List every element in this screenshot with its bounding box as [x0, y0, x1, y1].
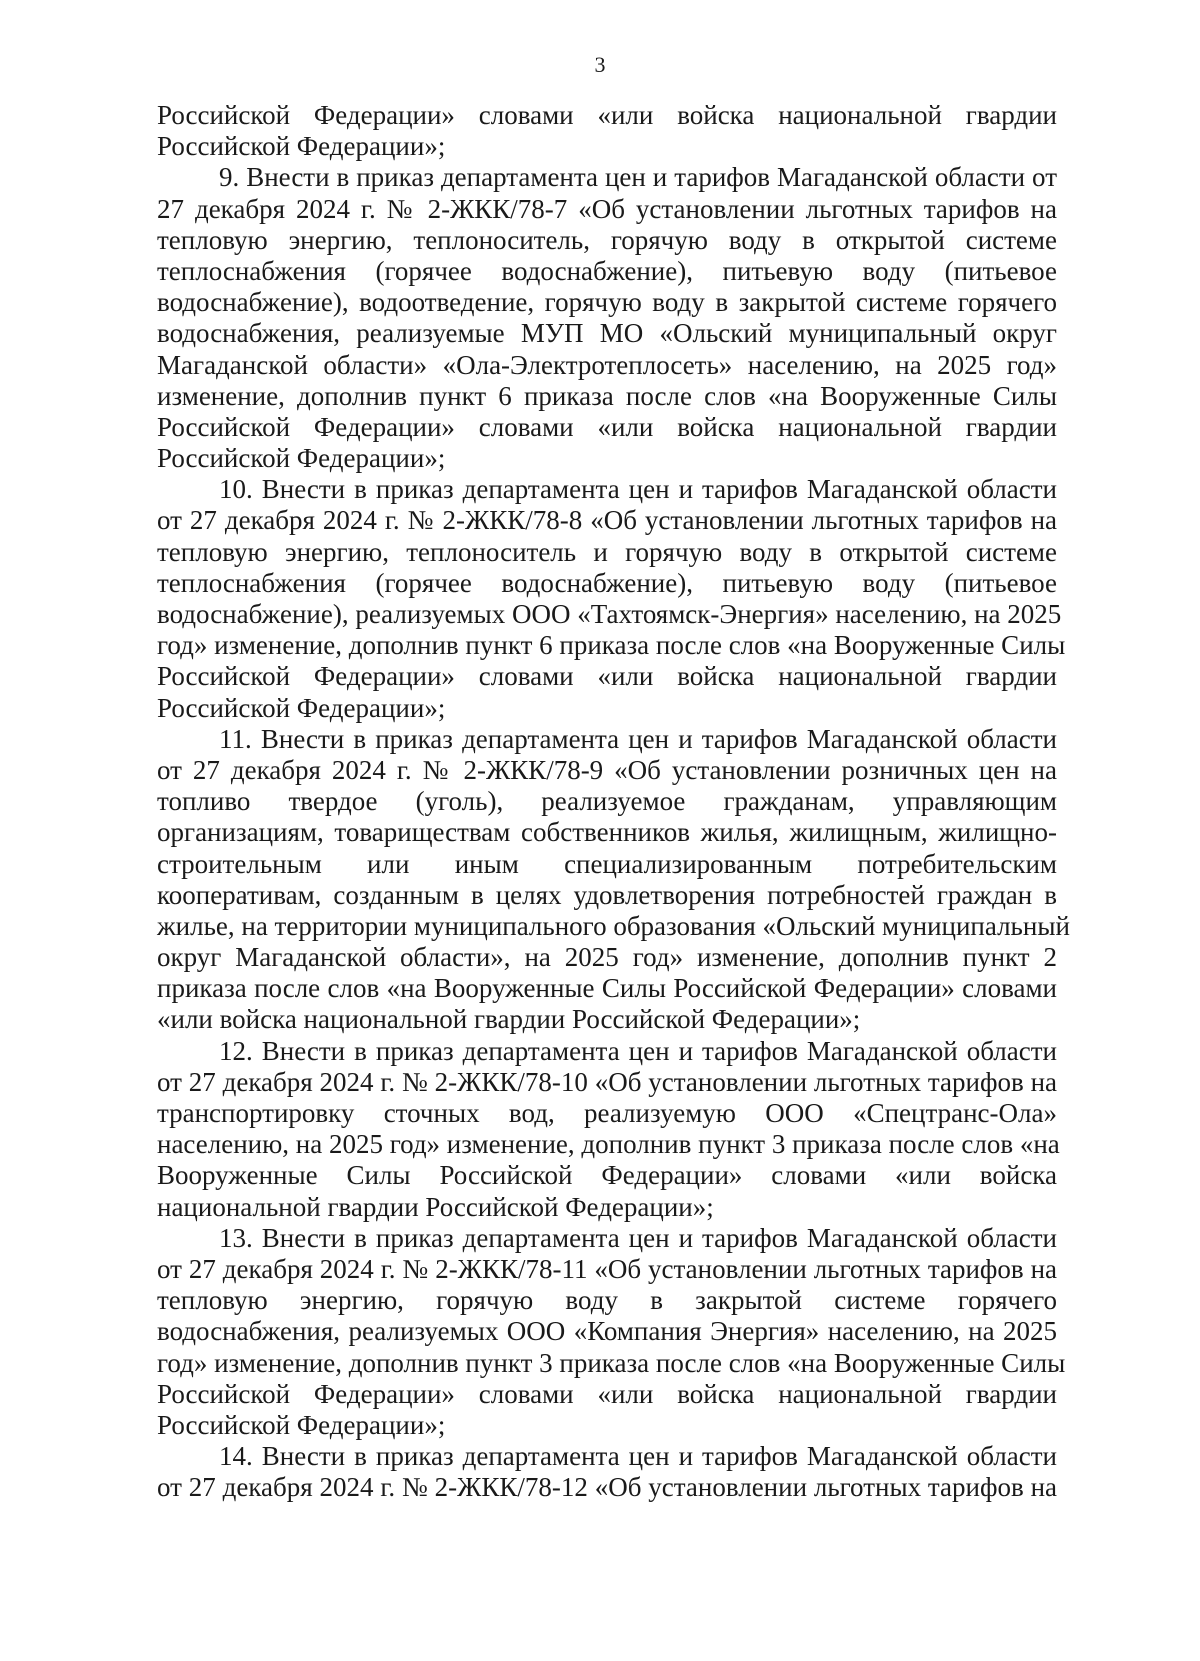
text-line: от 27 декабря 2024 г. № 2-ЖКК/78-8 «Об установлении льготных тарифов на [157, 505, 1057, 536]
text-line: кооперативам, созданным в целях удовлетворения потребностей граждан в [157, 879, 1057, 910]
text-line: Российской Федерации» словами «или войска национальной гвардии [157, 1378, 1057, 1409]
text-line: «или войска национальной гвардии Российской Федерации»; [157, 1004, 861, 1035]
text-line: строительным или иным специализированным потребительским [157, 848, 1057, 879]
text-line: 13. Внести в приказ департамента цен и тарифов Магаданской области [219, 1222, 1057, 1253]
text-line: от 27 декабря 2024 г. № 2-ЖКК/78-10 «Об установлении льготных тарифов на [157, 1066, 1057, 1097]
page-number: 3 [594, 52, 606, 77]
text-line: топливо твердое (уголь), реализуемое гражданам, управляющим [157, 786, 1057, 817]
text-line: Российской Федерации» словами «или войска национальной гвардии [157, 100, 1057, 130]
text-line: Российской Федерации»; [157, 692, 446, 723]
text-line: от 27 декабря 2024 г. № 2-ЖКК/78-12 «Об установлении льготных тарифов на [157, 1472, 1057, 1503]
text-line: 14. Внести в приказ департамента цен и тарифов Магаданской области [219, 1441, 1057, 1472]
text-line: Российской Федерации» словами «или войска национальной гвардии [157, 661, 1057, 692]
text-line: жилье, на территории муниципального образования «Ольский муниципальный [157, 910, 1070, 941]
text-line: 27 декабря 2024 г. № 2-ЖКК/78-7 «Об установлении льготных тарифов на [157, 193, 1057, 224]
text-line: транспортировку сточных вод, реализуемую ООО «Спецтранс-Ола» [157, 1098, 1057, 1128]
text-line: год» изменение, дополнив пункт 3 приказа после слов «на Вооруженные Силы [157, 1347, 1066, 1378]
text-line: приказа после слов «на Вооруженные Силы Российской Федерации» словами [157, 973, 1057, 1004]
text-line: Российской Федерации»; [157, 1409, 446, 1440]
text-line: от 27 декабря 2024 г. № 2-ЖКК/78-9 «Об установлении розничных цен на [157, 754, 1057, 785]
text-line: водоснабжение), водоотведение, горячую воду в закрытой системе горячего [157, 287, 1057, 318]
text-line: водоснабжения, реализуемых ООО «Компания Энергия» населению, на 2025 [157, 1316, 1057, 1347]
text-line: тепловую энергию, теплоноситель и горячую воду в открытой системе [157, 536, 1057, 567]
text-line: теплоснабжения (горячее водоснабжение), питьевую воду (питьевое [157, 255, 1057, 286]
text-line: год» изменение, дополнив пункт 6 приказа после слов «на Вооруженные Силы [157, 630, 1066, 661]
text-line: тепловую энергию, теплоноситель, горячую воду в открытой системе [157, 224, 1057, 255]
text-line: национальной гвардии Российской Федерации»; [157, 1191, 714, 1222]
text-line: тепловую энергию, горячую воду в закрытой системе горячего [157, 1285, 1057, 1316]
text-line: 11. Внести в приказ департамента цен и тарифов Магаданской области [219, 723, 1057, 754]
text-line: Магаданской области» «Ола-Электротеплосеть» населению, на 2025 год» [157, 349, 1057, 380]
text-line: изменение, дополнив пункт 6 приказа после слов «на Вооруженные Силы [157, 380, 1057, 411]
text-line: водоснабжение), реализуемых ООО «Тахтоямск-Энергия» населению, на 2025 [157, 599, 1062, 629]
text-line: Российской Федерации»; [157, 131, 446, 162]
text-line: Российской Федерации»; [157, 443, 446, 474]
document-body [157, 100, 1070, 1503]
text-line: организациям, товариществам собственников жилья, жилищным, жилищно- [157, 817, 1057, 848]
text-line: округ Магаданской области», на 2025 год» изменение, дополнив пункт 2 [157, 942, 1057, 973]
text-line: Российской Федерации» словами «или войска национальной гвардии [157, 411, 1057, 442]
text-line: Вооруженные Силы Российской Федерации» словами «или войска [157, 1160, 1057, 1191]
text-line: 12. Внести в приказ департамента цен и тарифов Магаданской области [219, 1035, 1057, 1066]
text-line: водоснабжения, реализуемые МУП МО «Ольский муниципальный округ [157, 318, 1057, 349]
text-line: теплоснабжения (горячее водоснабжение), питьевую воду (питьевое [157, 567, 1057, 598]
text-line: от 27 декабря 2024 г. № 2-ЖКК/78-11 «Об установлении льготных тарифов на [157, 1253, 1057, 1284]
text-line: 10. Внести в приказ департамента цен и тарифов Магаданской области [219, 474, 1057, 505]
text-line: населению, на 2025 год» изменение, дополнив пункт 3 приказа после слов «на [157, 1129, 1060, 1160]
text-line: 9. Внести в приказ департамента цен и тарифов Магаданской области от [219, 162, 1057, 193]
